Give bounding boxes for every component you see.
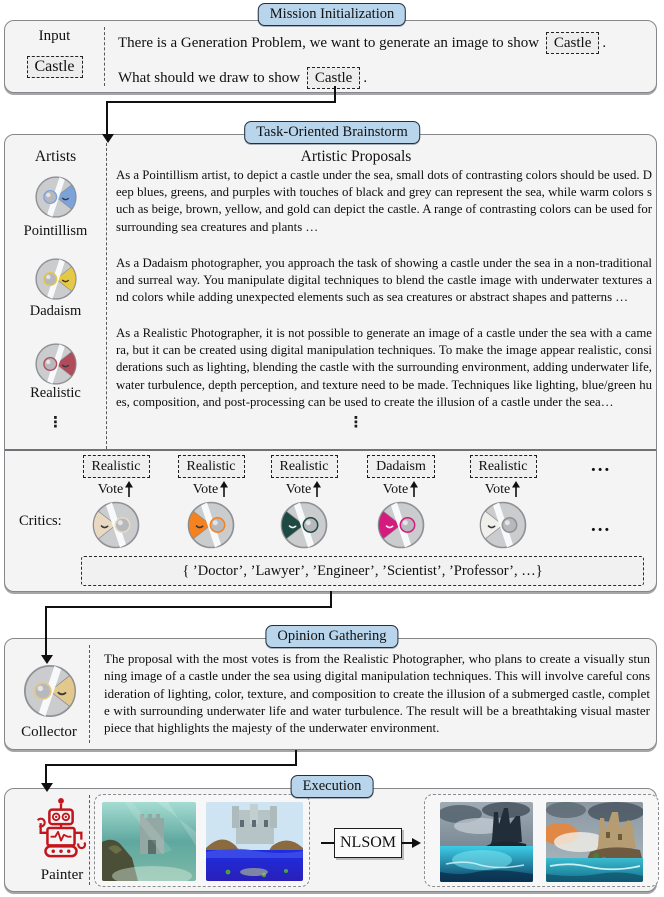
nlsom-model-box <box>334 828 402 858</box>
artist-pointillism <box>5 174 106 220</box>
pointillism-agent-icon <box>33 174 79 220</box>
stage-badge-gathering <box>265 625 398 648</box>
artist-realistic <box>5 341 106 387</box>
nlsom-in-line <box>321 842 334 844</box>
critic-agent-icon <box>278 499 330 551</box>
connector-3-arrowhead-icon <box>41 783 53 792</box>
vote-choice-chip: Dadaism <box>367 455 435 478</box>
critic-column-4 <box>361 455 441 551</box>
brainstorm-panel <box>4 134 657 592</box>
vote-up-arrow-icon <box>511 481 521 498</box>
painter-label: Painter <box>40 867 84 883</box>
realistic-agent-icon <box>33 341 79 387</box>
mission-panel <box>4 20 657 93</box>
prompt-text: What should we draw to show <box>118 70 301 86</box>
stage-badge-execution <box>291 775 374 798</box>
generated-image-underwater-castle-1 <box>102 802 196 881</box>
critic-agent-icon <box>477 499 529 551</box>
nlsom-out-line <box>402 842 412 844</box>
vote-label: Vote <box>192 482 219 497</box>
generated-image-fantasy-castle-sunset <box>546 802 643 882</box>
proposal-realistic: As a Realistic Photographer, it is not possible to generate an image of a castle under the sea with a camera, but it can be created using digital manipulation techniques. To make the image appear realistic, considerations such as lighting, blending the castle with the surrounding environment, adding underwater life, water turbulence, depth perception, and texture need to be made. Techniques like lighting, blue/green hues, composition, and post-processing can be used to create the illusion of a castle under the sea… <box>116 326 652 409</box>
critic-agent-icon <box>90 499 142 551</box>
artists-header: Artists <box>34 148 77 165</box>
generated-image-castle-lake <box>206 802 303 881</box>
vote-label: Vote <box>382 482 409 497</box>
stage-title: Mission Initialization <box>269 6 395 22</box>
vote-row <box>98 480 134 498</box>
connector-1-horizontal <box>106 101 336 103</box>
generated-image-fantasy-castle-night <box>440 802 533 882</box>
nlsom-arrowhead-icon <box>412 838 421 848</box>
castle-chip: Castle <box>307 67 361 89</box>
vote-label: Vote <box>484 482 511 497</box>
gathered-opinion-text: The proposal with the most votes is from the Realistic Photographer, who plans to create a visually stunning image of a castle under the sea using digital manipulation techniques. This will involve careful consideration of lighting, color, texture, and composition to create the illusion of a submerged castle, complete with surrounding underwater life and water turbulence. The result will be a breathtaking visual masterpiece that highlights the majesty of the underwater environment. <box>104 651 650 736</box>
critics-label: Critics: <box>19 513 62 529</box>
more-votes-dots: ... <box>591 455 612 476</box>
critic-column-2 <box>171 455 251 551</box>
stage-title: Execution <box>302 778 362 794</box>
baseline-images-box <box>94 794 310 887</box>
input-castle-chip: Castle <box>27 56 83 78</box>
input-label: Input <box>38 28 71 44</box>
mission-prompt-lines <box>118 21 650 89</box>
critic-column-1 <box>76 455 156 551</box>
collector-label: Collector <box>21 724 77 740</box>
stage-badge-brainstorm <box>244 121 420 144</box>
artists-more-ellipsis: ⋮ <box>48 413 63 431</box>
vote-label: Vote <box>285 482 312 497</box>
vote-up-arrow-icon <box>409 481 419 498</box>
vote-row <box>383 480 419 498</box>
mission-prompt-line1 <box>118 32 650 54</box>
critic-roles-set: { ’Doctor’, ’Lawyer’, ’Engineer’, ’Scientist’, ’Professor’, …} <box>81 556 644 586</box>
critic-agent-icon <box>375 499 427 551</box>
critic-agent-icon <box>185 499 237 551</box>
castle-chip: Castle <box>546 32 600 54</box>
connector-2-arrowhead-icon <box>41 655 53 664</box>
prompt-text: There is a Generation Problem, we want to generate an image to show <box>118 35 540 51</box>
stage-title: Task-Oriented Brainstorm <box>256 124 408 140</box>
stage-title: Opinion Gathering <box>277 628 387 644</box>
collector-agent-icon <box>21 662 79 720</box>
result-images-box <box>424 794 659 887</box>
dadaism-agent-icon <box>33 256 79 302</box>
artist-label-realistic: Realistic <box>30 385 81 401</box>
mission-prompt-line2 <box>118 67 650 89</box>
vote-choice-chip: Realistic <box>271 455 338 478</box>
prompt-period: . <box>602 35 607 51</box>
artist-label-pointillism: Pointillism <box>23 223 88 239</box>
proposal-pointillism: As a Pointillism artist, to depict a castle under the sea, small dots of contrasting colors should be used. Deep blues, greens, and purples with touches of black and grey can represent the sea, while warm colors such as beige, brown, yellow, and gold can depict the castle. A range of contrasting colors can be used for surrounding sea creatures and plants … <box>116 168 652 234</box>
vote-row <box>286 480 322 498</box>
gathering-panel <box>4 638 657 750</box>
vote-up-arrow-icon <box>312 481 322 498</box>
vote-up-arrow-icon <box>124 481 134 498</box>
proposals-header: Artistic Proposals <box>300 148 412 165</box>
stage-badge-mission <box>258 3 406 26</box>
vote-choice-chip: Realistic <box>470 455 537 478</box>
vote-choice-chip: Realistic <box>83 455 150 478</box>
nlsom-label: NLSOM <box>339 834 396 851</box>
critic-column-5 <box>463 455 543 551</box>
vote-up-arrow-icon <box>219 481 229 498</box>
connector-1-arrowhead-icon <box>102 134 114 143</box>
connector-2-descent <box>45 606 47 656</box>
mission-column-divider <box>104 27 105 86</box>
connector-1-descent <box>106 101 108 135</box>
proposal-dadaism: As a Dadaism photographer, you approach the task of showing a castle under the sea in a non-traditional and surreal way. You manipulate digital techniques to blend the castle image with underwater textures and colors while adding unexpected elements such as sea creatures or abstract shapes and patterns … <box>116 256 652 305</box>
vote-row <box>485 480 521 498</box>
critics-separator <box>5 449 656 451</box>
connector-3-descent <box>45 764 47 784</box>
connector-3-horizontal <box>45 764 297 766</box>
artist-dadaism <box>5 256 106 302</box>
nlsom-transform <box>321 828 421 858</box>
vote-label: Vote <box>97 482 124 497</box>
vote-row <box>193 480 229 498</box>
painter-robot-icon <box>30 795 92 861</box>
artist-label-dadaism: Dadaism <box>29 303 82 319</box>
input-chip-holder <box>5 56 104 78</box>
proposals-more-ellipsis: ⋮ <box>348 413 364 431</box>
connector-2-horizontal <box>45 606 332 608</box>
execution-panel <box>4 788 657 892</box>
critic-column-3 <box>264 455 344 551</box>
brainstorm-column-divider <box>106 143 107 449</box>
vote-choice-chip: Realistic <box>178 455 245 478</box>
more-critics-dots: ... <box>591 515 612 536</box>
prompt-period: . <box>363 70 368 86</box>
